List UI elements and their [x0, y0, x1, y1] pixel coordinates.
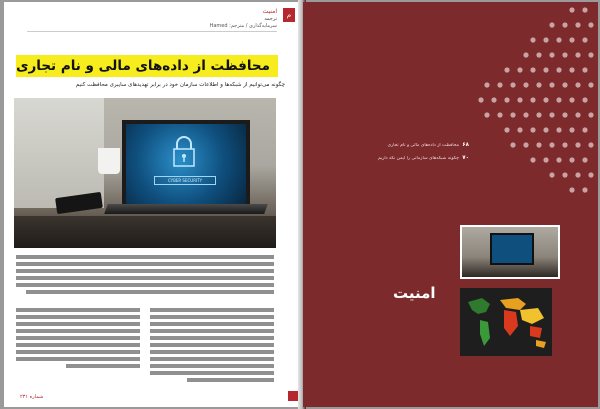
thumbnail-photo — [460, 225, 560, 279]
window-background — [14, 98, 104, 208]
decorative-dot-pattern — [473, 2, 598, 217]
page-footer: شماره ۲۳۱ — [20, 394, 44, 400]
toc-item[interactable] — [303, 142, 473, 152]
page-badge: م — [283, 8, 295, 22]
toc-page-number: ۷۰ — [462, 155, 469, 161]
cyber-security-label: CYBER SECURITY — [154, 176, 216, 185]
coffee-mug — [98, 148, 120, 174]
right-page — [303, 2, 598, 407]
table-surface — [14, 216, 276, 248]
laptop-screen — [122, 120, 250, 210]
padlock-icon — [169, 134, 199, 168]
toc-title: چگونه شبکه‌های سازمانی را ایمن نگه داریم — [377, 156, 459, 161]
body-text-top — [16, 255, 274, 297]
toc-item[interactable] — [303, 155, 473, 165]
mini-laptop-screen — [490, 233, 534, 265]
article-headline: محافظت از داده‌های مالی و نام تجاری — [16, 55, 278, 77]
section-tag: امنیت — [262, 8, 277, 15]
table-of-contents — [303, 142, 473, 168]
section-title: امنیت — [393, 284, 436, 302]
article-subhead: چگونه می‌توانیم از شبکه‌ها و اطلاعات سازمان خود در برابر تهدیدهای سایبری محافظت کنیم — [75, 82, 285, 88]
text-column-left — [16, 308, 140, 371]
kicker: ترجمه — [264, 16, 277, 22]
world-map-graphic — [460, 288, 552, 356]
byline: سرمایه‌گذاری / مترجم: Hamed — [27, 23, 277, 32]
laptop-base — [104, 204, 268, 214]
toc-title: محافظت از داده‌های مالی و نام تجاری — [387, 143, 459, 148]
article-photo — [14, 98, 276, 248]
toc-page-number: ۶۸ — [462, 142, 469, 148]
text-column-right — [150, 308, 274, 385]
left-page — [4, 2, 301, 407]
